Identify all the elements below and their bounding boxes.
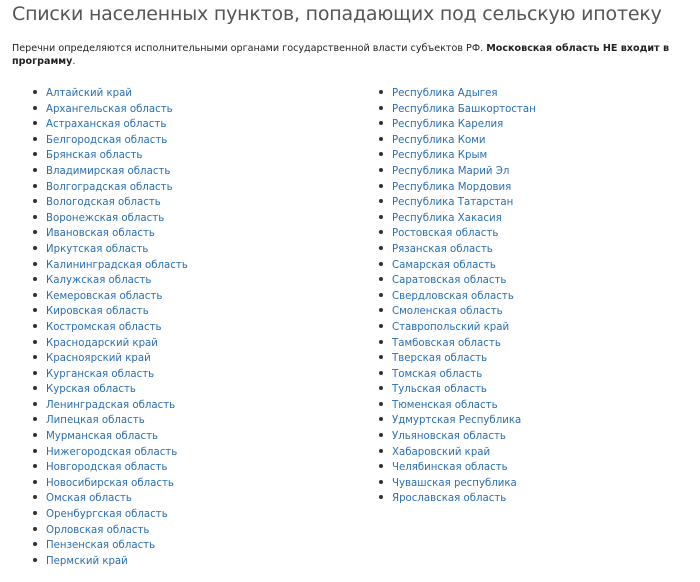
region-link[interactable]: Красноярский край <box>46 353 151 365</box>
region-link[interactable]: Тверская область <box>392 353 488 365</box>
region-item <box>33 302 188 318</box>
region-item <box>33 443 188 459</box>
region-item <box>379 100 536 116</box>
region-item <box>379 209 536 225</box>
region-link[interactable]: Белгородская область <box>46 134 168 146</box>
region-item <box>379 396 536 412</box>
region-item <box>379 146 536 162</box>
intro-paragraph <box>12 42 688 68</box>
region-item <box>33 365 188 381</box>
region-link[interactable]: Самарская область <box>392 259 496 271</box>
region-item <box>33 489 188 505</box>
region-link[interactable]: Нижегородская область <box>46 446 178 458</box>
region-link[interactable]: Астраханская область <box>46 119 167 131</box>
region-link[interactable]: Ярославская область <box>392 493 507 505</box>
region-item <box>379 256 536 272</box>
page-title: Списки населенных пунктов, попадающих под сельскую ипотеку <box>12 3 662 25</box>
region-link[interactable]: Тульская область <box>392 384 487 396</box>
region-item <box>379 474 536 490</box>
region-link[interactable]: Пензенская область <box>46 540 156 552</box>
region-link[interactable]: Ставропольский край <box>392 321 510 333</box>
region-link[interactable]: Архангельская область <box>46 103 173 115</box>
region-item <box>33 84 188 100</box>
region-link[interactable]: Республика Адыгея <box>392 88 498 99</box>
region-item <box>33 318 188 334</box>
region-item <box>33 100 188 116</box>
region-link[interactable]: Томская область <box>392 368 483 380</box>
region-link[interactable]: Оренбургская область <box>46 509 168 521</box>
region-link[interactable]: Хабаровский край <box>392 446 491 458</box>
region-link[interactable]: Саратовская область <box>392 275 507 287</box>
region-link[interactable]: Чувашская республика <box>392 477 517 489</box>
region-link[interactable]: Свердловская область <box>392 290 514 302</box>
region-item <box>379 489 536 505</box>
region-item <box>33 146 188 162</box>
region-item <box>379 115 536 131</box>
region-link[interactable]: Иркутская область <box>46 243 149 255</box>
region-link[interactable]: Республика Хакасия <box>392 212 502 224</box>
region-item <box>33 552 188 568</box>
region-item <box>379 271 536 287</box>
region-item <box>379 411 536 427</box>
region-item <box>33 474 188 490</box>
region-item <box>379 240 536 256</box>
region-link[interactable]: Тюменская область <box>392 399 498 411</box>
region-list-right <box>379 84 536 505</box>
region-link[interactable]: Новосибирская область <box>46 477 174 489</box>
region-item <box>33 380 188 396</box>
region-item <box>33 396 188 412</box>
region-link[interactable]: Владимирская область <box>46 165 171 177</box>
region-item <box>33 209 188 225</box>
region-link[interactable]: Вологодская область <box>46 197 161 209</box>
region-list-left <box>33 84 188 567</box>
region-item <box>379 365 536 381</box>
region-link[interactable]: Кировская область <box>46 306 149 318</box>
region-link[interactable]: Калужская область <box>46 275 152 287</box>
region-item <box>379 380 536 396</box>
region-link[interactable]: Брянская область <box>46 150 143 162</box>
region-link[interactable]: Ивановская область <box>46 228 155 240</box>
region-link[interactable]: Орловская область <box>46 524 150 536</box>
region-link[interactable]: Курская область <box>46 384 136 396</box>
region-item <box>33 178 188 194</box>
region-item <box>33 224 188 240</box>
region-link[interactable]: Липецкая область <box>46 415 145 427</box>
region-link[interactable]: Республика Крым <box>392 150 488 162</box>
region-item <box>379 302 536 318</box>
region-item <box>33 240 188 256</box>
intro-text: Перечни определяются исполнительными органами государственной власти субъектов РФ. <box>12 43 487 54</box>
region-item <box>379 334 536 350</box>
region-link[interactable]: Алтайский край <box>46 88 132 99</box>
region-item <box>379 458 536 474</box>
region-link[interactable]: Новгородская область <box>46 462 168 474</box>
region-item <box>33 131 188 147</box>
region-item <box>379 443 536 459</box>
region-link[interactable]: Воронежская область <box>46 212 165 224</box>
region-item <box>33 162 188 178</box>
region-item <box>33 334 188 350</box>
region-item <box>379 224 536 240</box>
region-item <box>33 411 188 427</box>
region-link[interactable]: Волгоградская область <box>46 181 173 193</box>
region-item <box>33 458 188 474</box>
region-item <box>379 349 536 365</box>
region-item <box>33 115 188 131</box>
region-item <box>33 271 188 287</box>
region-link[interactable]: Тамбовская область <box>392 337 501 349</box>
region-item <box>33 427 188 443</box>
region-link[interactable]: Пермский край <box>46 555 128 567</box>
region-link[interactable]: Челябинская область <box>392 462 508 474</box>
region-item <box>33 349 188 365</box>
region-link[interactable]: Ленинградская область <box>46 399 176 411</box>
region-item <box>379 84 536 100</box>
region-item <box>379 287 536 303</box>
intro-bold-note: Московская область НЕ входит в программу <box>12 43 670 67</box>
region-link[interactable]: Республика Башкортостан <box>392 103 536 115</box>
region-link[interactable]: Курганская область <box>46 368 155 380</box>
region-link[interactable]: Рязанская область <box>392 243 493 255</box>
region-link[interactable]: Республика Коми <box>392 134 486 146</box>
region-link[interactable]: Удмуртская Республика <box>392 415 522 427</box>
intro-end: . <box>72 56 76 67</box>
region-item <box>33 287 188 303</box>
region-link[interactable]: Калининградская область <box>46 259 188 271</box>
region-item <box>379 427 536 443</box>
region-item <box>33 193 188 209</box>
region-link[interactable]: Республика Татарстан <box>392 197 514 209</box>
region-link[interactable]: Кемеровская область <box>46 290 163 302</box>
region-item <box>33 505 188 521</box>
region-link[interactable]: Краснодарский край <box>46 337 158 349</box>
region-item <box>379 178 536 194</box>
region-item <box>379 131 536 147</box>
region-item <box>379 162 536 178</box>
region-link[interactable]: Смоленская область <box>392 306 503 318</box>
region-item <box>33 521 188 537</box>
region-link[interactable]: Ульяновская область <box>392 431 506 443</box>
region-item <box>33 536 188 552</box>
region-link[interactable]: Омская область <box>46 493 132 505</box>
region-link[interactable]: Республика Мордовия <box>392 181 512 193</box>
region-item <box>379 318 536 334</box>
region-link[interactable]: Ростовская область <box>392 228 499 240</box>
region-item <box>379 193 536 209</box>
region-link[interactable]: Республика Марий Эл <box>392 165 510 177</box>
region-link[interactable]: Республика Карелия <box>392 119 504 131</box>
region-item <box>33 256 188 272</box>
region-link[interactable]: Костромская область <box>46 321 162 333</box>
region-link[interactable]: Мурманская область <box>46 431 159 443</box>
